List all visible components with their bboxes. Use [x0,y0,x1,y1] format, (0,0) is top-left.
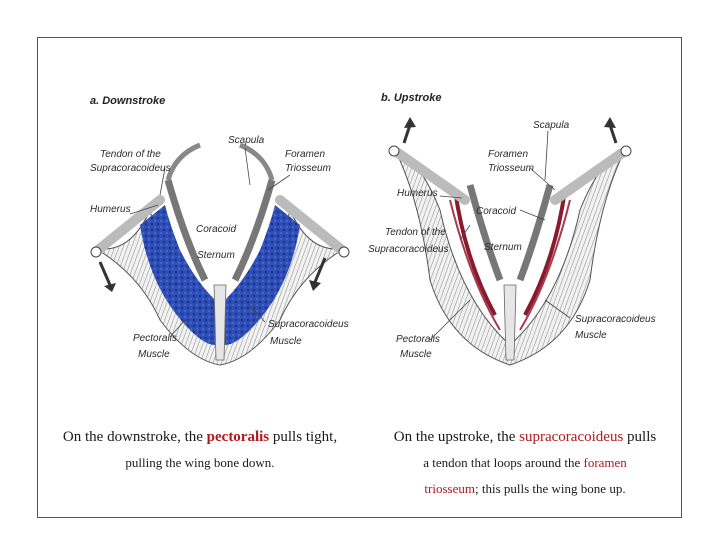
humerus-head-left-a [91,247,101,257]
caption-upstroke-line3 [370,476,680,502]
panel-b-title: b. Upstroke [381,92,442,104]
label-supra-muscle-a-2: Muscle [270,336,302,347]
arrow-head-right-a [309,280,321,291]
caption-highlight-supracoracoideus: supracoracoideus [519,429,624,445]
humerus-head-right-b [621,146,631,156]
label-foramen-b-2: Triosseum [488,163,534,174]
label-foramen-a-2: Triosseum [285,163,331,174]
label-scapula-a: Scapula [228,135,265,146]
caption-downstroke [40,424,360,476]
scapula-right-a [240,145,272,180]
scapula-left-a [168,145,200,180]
label-supra-muscle-a-1: Supracoracoideus [268,319,349,330]
label-scapula-b: Scapula [533,120,570,131]
label-tendon-b-1: Tendon of the [385,227,446,238]
label-coracoid-b: Coracoid [476,206,517,217]
label-pectoralis-b-2: Muscle [400,349,432,360]
label-tendon-b-2: Supracoracoideus [368,244,449,255]
caption-text: On the upstroke, the [393,429,520,445]
panel-a-title: a. Downstroke [90,95,166,107]
label-sternum-b: Sternum [484,242,522,253]
label-pectoralis-a-1: Pectoralis [133,333,177,344]
caption-text: pulls [623,429,657,445]
label-foramen-a-1: Foramen [285,149,326,160]
caption-downstroke-line2: pulling the wing bone down. [125,455,275,470]
label-supra-muscle-b-2: Muscle [575,330,607,341]
caption-text: On the downstroke, the [62,429,207,445]
caption-upstroke [370,424,680,502]
label-pectoralis-a-2: Muscle [138,349,170,360]
keel-a [214,285,226,360]
caption-highlight-triosseum: triosseum [424,481,475,496]
caption-upstroke-line2 [370,450,680,476]
caption-highlight-foramen: foramen [583,455,627,470]
humerus-head-left-b [389,146,399,156]
label-supra-muscle-b-1: Supracoracoideus [575,314,656,325]
panel-downstroke [90,95,349,365]
caption-downstroke-line1 [40,424,360,450]
label-pectoralis-b-1: Pectoralis [396,334,440,345]
caption-text: a tendon that loops around the [423,455,584,470]
label-humerus-b: Humerus [397,188,438,199]
keel-b [504,285,516,360]
label-coracoid-a: Coracoid [196,224,237,235]
caption-upstroke-line1 [370,424,680,450]
humerus-head-right-a [339,247,349,257]
label-tendon-a-2: Supracoracoideus [90,163,171,174]
caption-highlight-pectoralis: pectoralis [206,429,270,445]
label-tendon-a-1: Tendon of the [100,149,161,160]
arrow-down-left [100,262,110,285]
label-humerus-a: Humerus [90,204,131,215]
caption-text: ; this pulls the wing bone up. [474,481,626,496]
panel-upstroke [368,92,656,365]
arrow-head-right-b [604,117,616,128]
label-foramen-b-1: Foramen [488,149,529,160]
caption-text: pulls tight, [269,429,338,445]
label-sternum-a: Sternum [197,250,235,261]
arrow-head-left-b [404,117,416,128]
